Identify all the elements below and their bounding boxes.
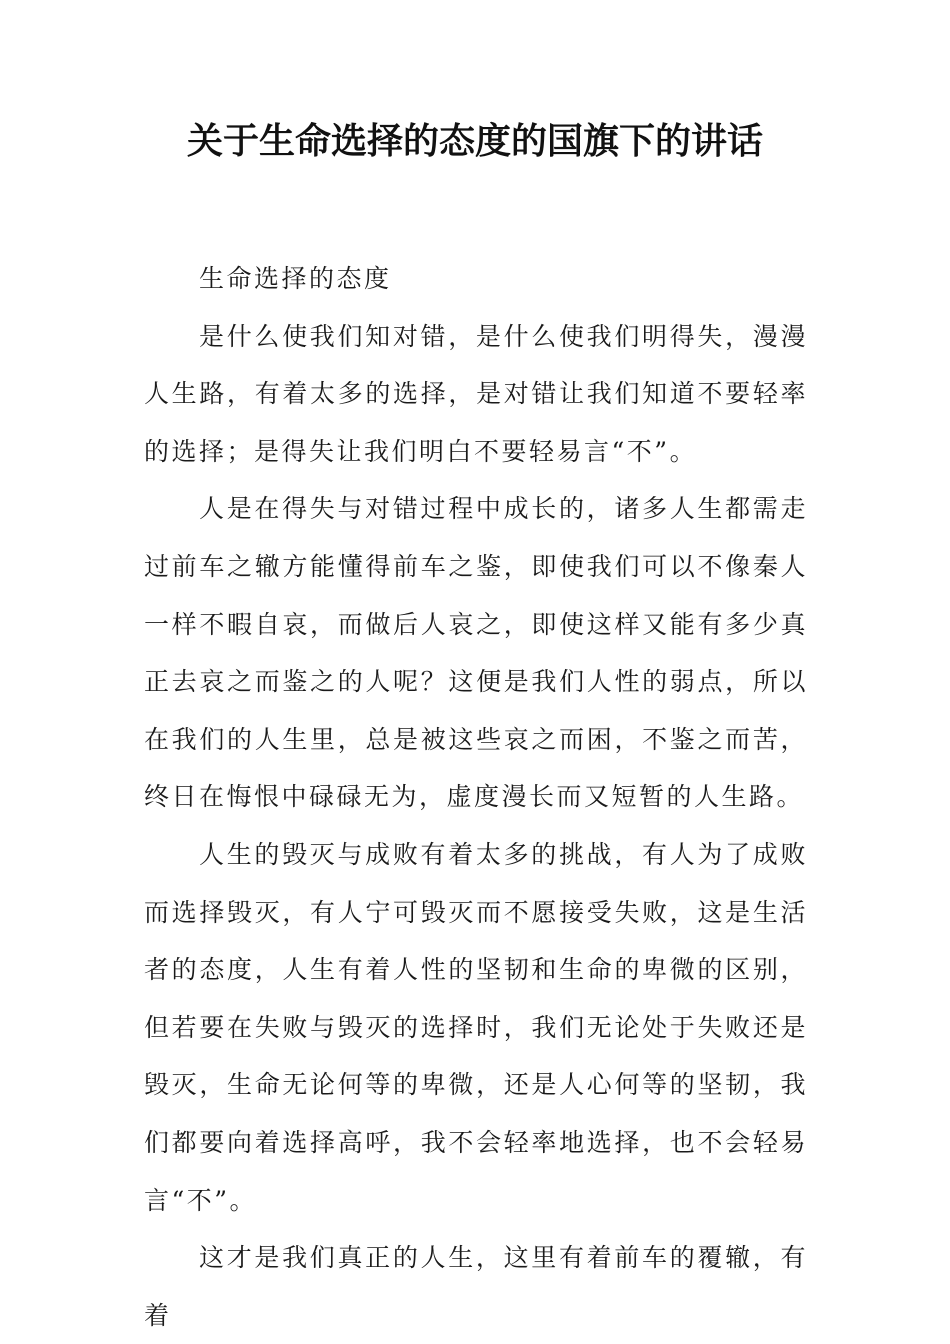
paragraph: 人生的毁灭与成败有着太多的挑战，有人为了成败而选择毁灭，有人宁可毁灭而不愿接受失败，这是生活者的态度，人生有着人性的坚韧和生命的卑微的区别，但若要在失败与毁灭的选择时，我们无论处于失败还是毁灭，生命无论何等的卑微，还是人心何等的坚韧，我们都要向着选择高呼，我不会轻率地选择，也不会轻易言“不”。 (144, 839, 808, 1215)
paragraph-subtitle: 生命选择的态度 (199, 264, 392, 293)
document-body (144, 250, 808, 1344)
document-title: 关于生命选择的态度的国旗下的讲话 (186, 121, 763, 162)
paragraph: 这才是我们真正的人生，这里有着前车的覆辙，有着 (144, 1243, 808, 1330)
paragraph: 人是在得失与对错过程中成长的，诸多人生都需走过前车之辙方能懂得前车之鉴，即使我们可以不像秦人一样不暇自哀，而做后人哀之，即使这样又能有多少真正去哀之而鉴之的人呢？这便是我们人性的弱点，所以在我们的人生里，总是被这些哀之而困，不鉴之而苦，终日在悔恨中碌碌无为，虚度漫长而又短暂的人生路。 (144, 494, 808, 812)
paragraph: 是什么使我们知对错，是什么使我们明得失，漫漫人生路，有着太多的选择，是对错让我们知道不要轻率的选择；是得失让我们明白不要轻易言“不”。 (144, 321, 808, 466)
